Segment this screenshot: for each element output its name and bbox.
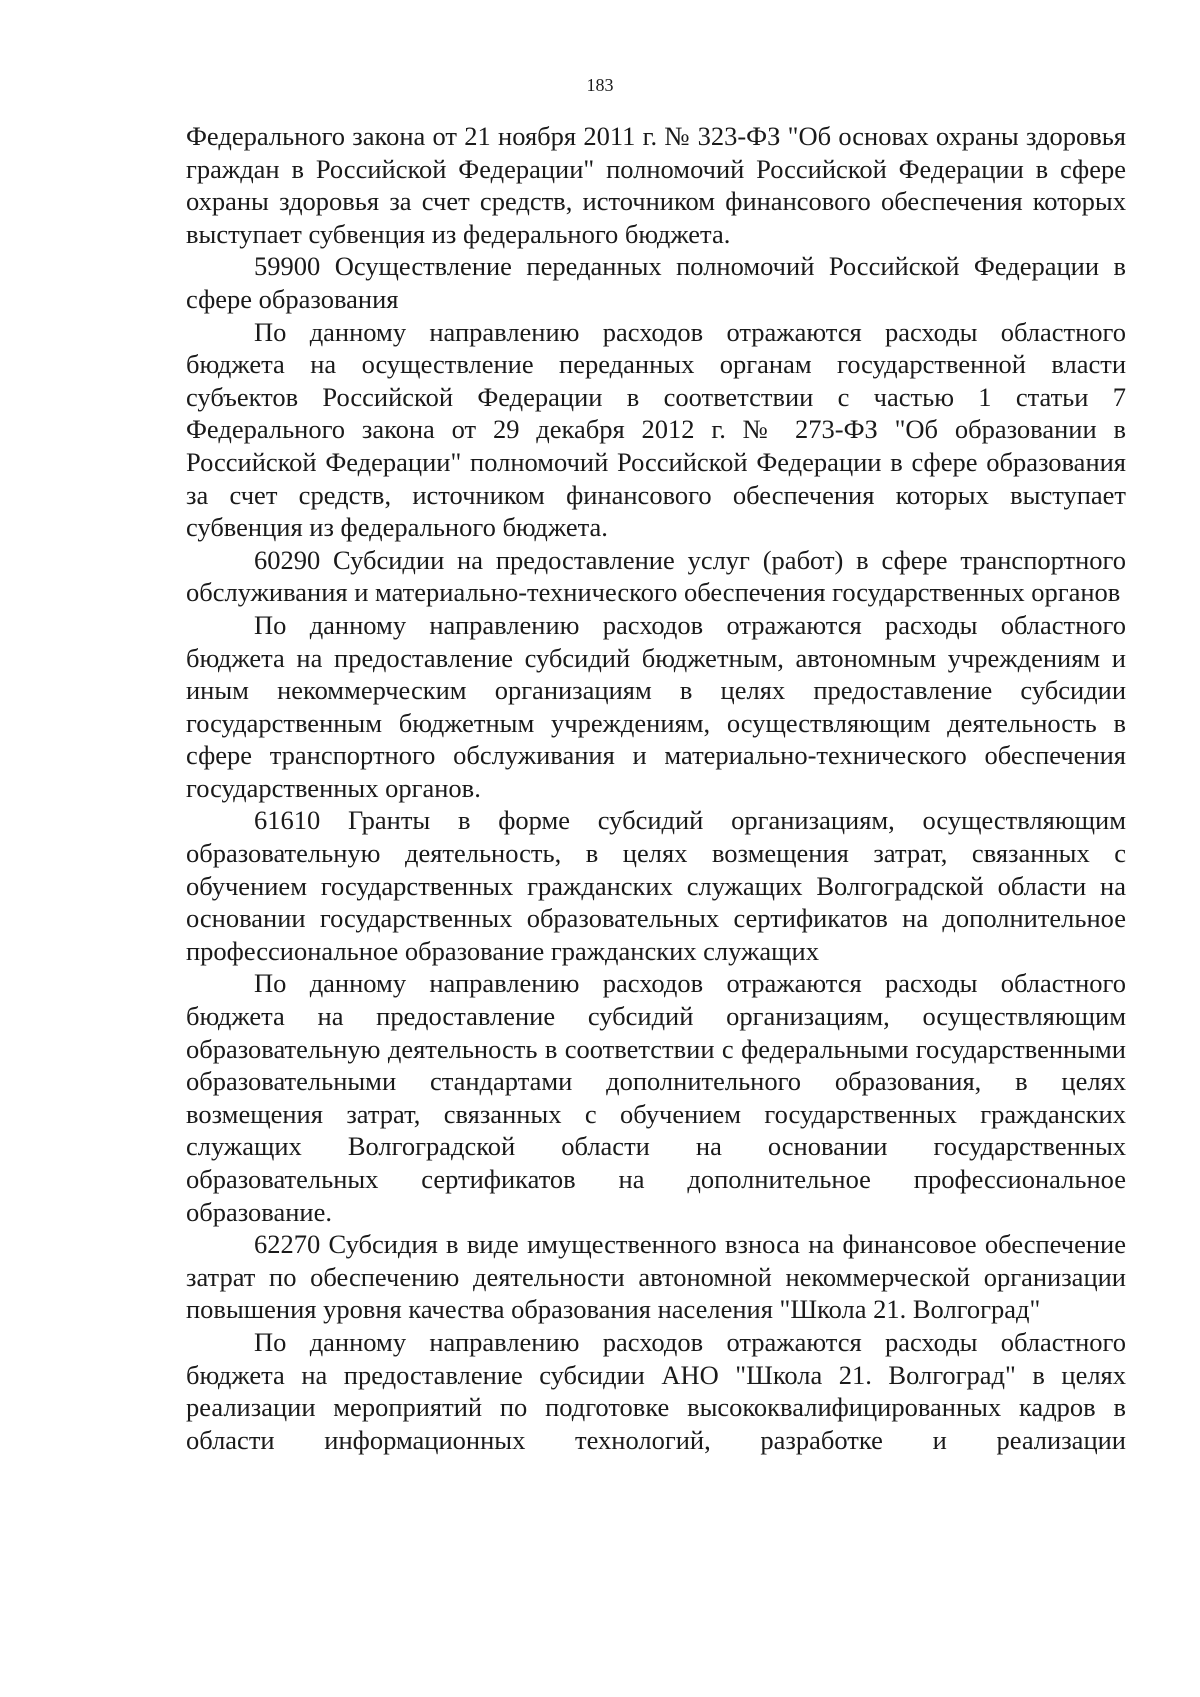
paragraph-62270-description: По данному направлению расходов отражаются расходы областного бюджета на предоставление субсидии АНО "Школа 21. Волгоград" в целях реализации мероприятий по подготовке высококвалифицированных кадров в области информационных технологий, разработке и реализации [186, 1326, 1126, 1455]
heading-61610: 61610 Гранты в форме субсидий организациям, осуществляющим образовательную деятельность, в целях возмещения затрат, связанных с обучением государственных гражданских служащих Волгоградской области на основании государственных образовательных сертификатов на дополнительное профессиональное образование гражданских служащих [186, 805, 1126, 966]
heading-60290: 60290 Субсидии на предоставление услуг (работ) в сфере транспортного обслуживания и материально-технического обеспечения государственных органов [186, 544, 1126, 608]
heading-62270: 62270 Субсидия в виде имущественного взноса на финансовое обеспечение затрат по обеспечению деятельности автономной некоммерческой организации повышения уровня качества образования населения "Школа 21. Волгоград" [186, 1229, 1126, 1325]
paragraph-59900-description: По данному направлению расходов отражаются расходы областного бюджета на осуществление переданных органам государственной власти субъектов Российской Федерации в соответствии с частью 1 статьи 7 Федерального закона от 29 декабря 2012 г. № 273-ФЗ "Об образовании в Российской Федерации" полномочий Российской Федерации в сфере образования за счет средств, источником финансового обеспечения которых выступает субвенция из федерального бюджета. [186, 316, 1126, 543]
paragraph-61610-description: По данному направлению расходов отражаются расходы областного бюджета на предоставление субсидий организациям, осуществляющим образовательную деятельность в соответствии с федеральными государственными образовательными стандартами дополнительного образования, в целях возмещения затрат, связанных с обучением государственных гражданских служащих Волгоградской области на основании государственных образовательных сертификатов на дополнительное профессиональное образование. [186, 968, 1126, 1227]
paragraph-continuation: Федерального закона от 21 ноября 2011 г. № 323-ФЗ "Об основах охраны здоровья граждан в Российской Федерации" полномочий Российской Федерации в сфере охраны здоровья за счет средств, источником финансового обеспечения которых выступает субвенция из федерального бюджета. [186, 121, 1126, 249]
paragraph-60290-description: По данному направлению расходов отражаются расходы областного бюджета на предоставление субсидий бюджетным, автономным учреждениям и иным некоммерческим организациям в целях предоставление субсидии государственным бюджетным учреждениям, осуществляющим деятельность в сфере транспортного обслуживания и материально-технического обеспечения государственных органов. [186, 609, 1126, 803]
page-number: 183 [586, 75, 614, 95]
heading-59900: 59900 Осуществление переданных полномочий Российской Федерации в сфере образования [186, 251, 1126, 314]
document-body [186, 120, 1126, 1456]
